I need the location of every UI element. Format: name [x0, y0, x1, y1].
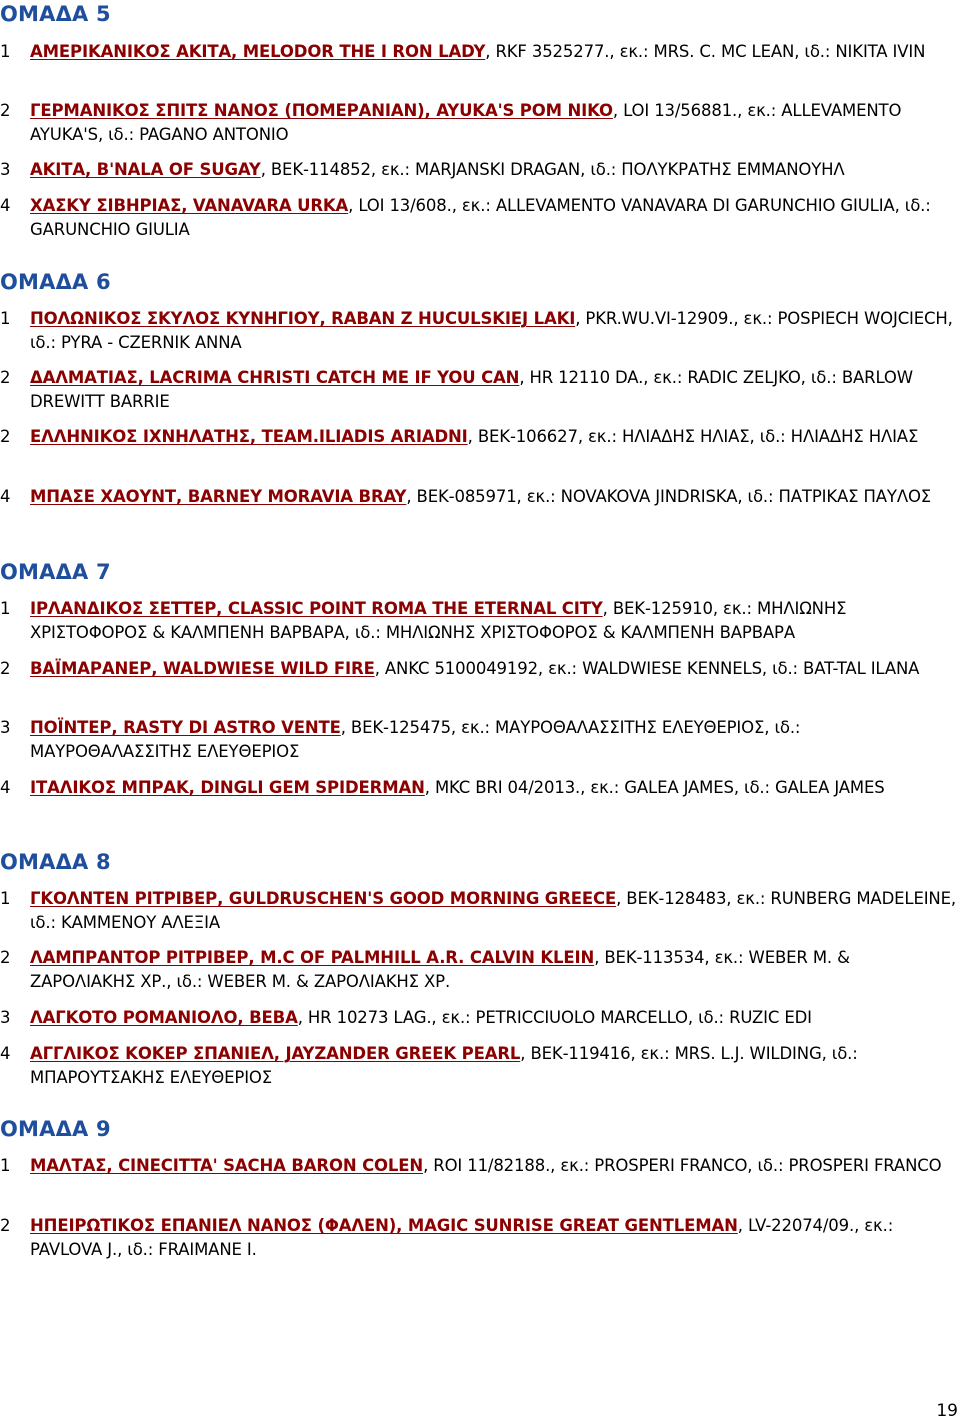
group-title: ΟΜΑΔΑ 9: [0, 1117, 111, 1141]
entry-name: ΛΑΜΠΡΑΝΤΟΡ ΡΙΤΡΙΒΕΡ, M.C OF PALMHILL A.R. CALVIN KLEIN: [30, 948, 595, 967]
entry-number: 1: [0, 42, 11, 61]
entry-details: , ROI 11/82188., εκ.: PROSPERI FRANCO, ιδ.: PROSPERI FRANCO: [423, 1156, 942, 1175]
entry-name: ΑΜΕΡΙΚΑΝΙΚΟΣ ΑΚΙΤΑ, MELODOR THE I RON LADY: [30, 42, 486, 61]
entry-details: , ANKC 5100049192, εκ.: WALDWIESE KENNELS, ιδ.: BAT-TAL ILANA: [374, 659, 920, 678]
entry-details: , ΒΕΚ-128483, εκ.: RUNBERG MADELEINE, ιδ.: ΚΑΜΜΕΝΟΥ ΑΛΕΞΙΑ: [30, 889, 956, 932]
entry-details: , LOI 13/56881., εκ.: ALLEVAMENTO AYUKA'S, ιδ.: PAGANO ANTONIO: [30, 101, 902, 144]
entry-details: , ΒΕΚ-119416, εκ.: MRS. L.J. WILDING, ιδ.: ΜΠΑΡΟΥΤΣΑΚΗΣ ΕΛΕΥΘΕΡΙΟΣ: [30, 1044, 858, 1087]
entry-name: ΑΓΓΛΙΚΟΣ ΚΟΚΕΡ ΣΠΑΝΙΕΛ, JAYZANDER GREEK PEARL: [30, 1044, 521, 1063]
entry-name: ΕΛΛΗΝΙΚΟΣ ΙΧΝΗΛΑΤΗΣ, TEAM.ILIADIS ARIADNI: [30, 427, 468, 446]
entry-number: 4: [0, 1044, 11, 1063]
entry-details: , HR 10273 LAG., εκ.: PETRICCIUOLO MARCELLO, ιδ.: RUZIC EDI: [297, 1008, 812, 1027]
entry-name: ΗΠΕΙΡΩΤΙΚΟΣ ΕΠΑΝΙΕΛ ΝΑΝΟΣ (ΦΑΛΕΝ), MAGIC SUNRISE GREAT GENTLEMAN: [30, 1216, 738, 1235]
entry-details: , MKC BRI 04/2013., εκ.: GALEA JAMES, ιδ.: GALEA JAMES: [424, 778, 885, 797]
entry-number: 1: [0, 309, 11, 328]
entry-details: , RKF 3525277., εκ.: MRS. C. MC LEAN, ιδ.: NIKITA IVIN: [485, 42, 926, 61]
entry-name: ΒΑΪΜΑΡΑΝΕΡ, WALDWIESE WILD FIRE: [30, 659, 375, 678]
page-number: 19: [936, 1401, 958, 1421]
entry-number: 2: [0, 101, 11, 120]
entry-details: , HR 12110 DA., εκ.: RADIC ZELJKO, ιδ.: BARLOW DREWITT BARRIE: [30, 368, 913, 411]
entry-number: 3: [0, 160, 11, 179]
entry-number: 4: [0, 778, 11, 797]
entry-name: ΜΑΛΤΑΣ, CINECITTA' SACHA BARON COLEN: [30, 1156, 424, 1175]
entry-name: ΓΕΡΜΑΝΙΚΟΣ ΣΠΙΤΣ ΝΑΝΟΣ (ΠΟΜΕΡΑΝΙΑΝ), AYUKA'S POM NIKO: [30, 101, 613, 120]
entry-name: ΙΡΛΑΝΔΙΚΟΣ ΣΕΤΤΕΡ, CLASSIC POINT ROMA THE ETERNAL CITY: [30, 599, 603, 618]
entry-number: 3: [0, 718, 11, 737]
entry-name: ΙΤΑΛΙΚΟΣ ΜΠΡΑΚ, DINGLI GEM SPIDERMAN: [30, 778, 425, 797]
entry-number: 1: [0, 889, 11, 908]
entry-details: , ΒΕΚ-085971, εκ.: NOVAKOVA JINDRISKA, ιδ.: ΠΑΤΡΙΚΑΣ ΠΑΥΛΟΣ: [406, 487, 932, 506]
entry-number: 1: [0, 599, 11, 618]
entry-name: ΜΠΑΣΕ ΧΑΟΥΝΤ, BARNEY MORAVIA BRAY: [30, 487, 407, 506]
entry-name: ΠΟΪΝΤΕΡ, RASTY DI ASTRO VENTE: [30, 718, 341, 737]
entry-number: 4: [0, 487, 11, 506]
entry-number: 2: [0, 948, 11, 967]
entry-details: , LV-22074/09., εκ.: PAVLOVA J., ιδ.: FRAIMANE I.: [30, 1216, 894, 1259]
entry-number: 2: [0, 659, 11, 678]
entry-details: , PKR.WU.VI-12909., εκ.: POSPIECH WOJCIECH, ιδ.: PYRA - CZERNIK ANNA: [30, 309, 953, 352]
entry-details: , LOI 13/608., εκ.: ALLEVAMENTO VANAVARA DI GARUNCHIO GIULIA, ιδ.: GARUNCHIO GIULIA: [30, 196, 931, 239]
entry-name: ΔΑΛΜΑΤΙΑΣ, LACRIMA CHRISTI CATCH ME IF YOU CAN: [30, 368, 520, 387]
group-title: ΟΜΑΔΑ 7: [0, 560, 111, 584]
entry-name: ΛΑΓΚΟΤΟ ΡΟΜΑΝΙΟΛΟ, BEBA: [30, 1008, 298, 1027]
entry-number: 3: [0, 1008, 11, 1027]
entry-number: 2: [0, 427, 11, 446]
entry-details: , ΒΕΚ-125475, εκ.: ΜΑΥΡΟΘΑΛΑΣΣΙΤΗΣ ΕΛΕΥΘΕΡΙΟΣ, ιδ.: ΜΑΥΡΟΘΑΛΑΣΣΙΤΗΣ ΕΛΕΥΘΕΡΙΟΣ: [30, 718, 801, 761]
entry-details: , ΒΕΚ-125910, εκ.: ΜΗΛΙΩΝΗΣ ΧΡΙΣΤΟΦΟΡΟΣ & ΚΑΛΜΠΕΝΗ ΒΑΡΒΑΡΑ, ιδ.: ΜΗΛΙΩΝΗΣ ΧΡΙΣΤΟΦΟΡΟΣ & ΚΑΛΜΠΕΝΗ ΒΑΡΒΑΡΑ: [30, 599, 847, 642]
entry-name: ΑΚΙΤΑ, B'NALA OF SUGAY: [30, 160, 261, 179]
entry-name: ΓΚΟΛΝΤΕΝ ΡΙΤΡΙΒΕΡ, GULDRUSCHEN'S GOOD MORNING GREECE: [30, 889, 617, 908]
entry-number: 2: [0, 368, 11, 387]
entry-details: , ΒΕΚ-114852, εκ.: MARJANSKI DRAGAN, ιδ.: ΠΟΛΥΚΡΑΤΗΣ ΕΜΜΑΝΟΥΗΛ: [260, 160, 845, 179]
entry-details: , ΒΕΚ-106627, εκ.: ΗΛΙΑΔΗΣ ΗΛΙΑΣ, ιδ.: ΗΛΙΑΔΗΣ ΗΛΙΑΣ: [467, 427, 919, 446]
entry-name: ΧΑΣΚΥ ΣΙΒΗΡΙΑΣ, VANAVARA URKA: [30, 196, 349, 215]
group-title: ΟΜΑΔΑ 8: [0, 850, 111, 874]
group-title: ΟΜΑΔΑ 6: [0, 270, 111, 294]
entry-name: ΠΟΛΩΝΙΚΟΣ ΣΚΥΛΟΣ ΚΥΝΗΓΙΟΥ, RABAN Z HUCULSKIEJ LAKI: [30, 309, 576, 328]
entry-number: 2: [0, 1216, 11, 1235]
entry-number: 4: [0, 196, 11, 215]
group-title: ΟΜΑΔΑ 5: [0, 2, 111, 26]
entry-details: , ΒΕΚ-113534, εκ.: WEBER M. & ΖΑΡΟΛΙΑΚΗΣ ΧΡ., ιδ.: WEBER M. & ΖΑΡΟΛΙΑΚΗΣ ΧΡ.: [30, 948, 850, 991]
entry-number: 1: [0, 1156, 11, 1175]
